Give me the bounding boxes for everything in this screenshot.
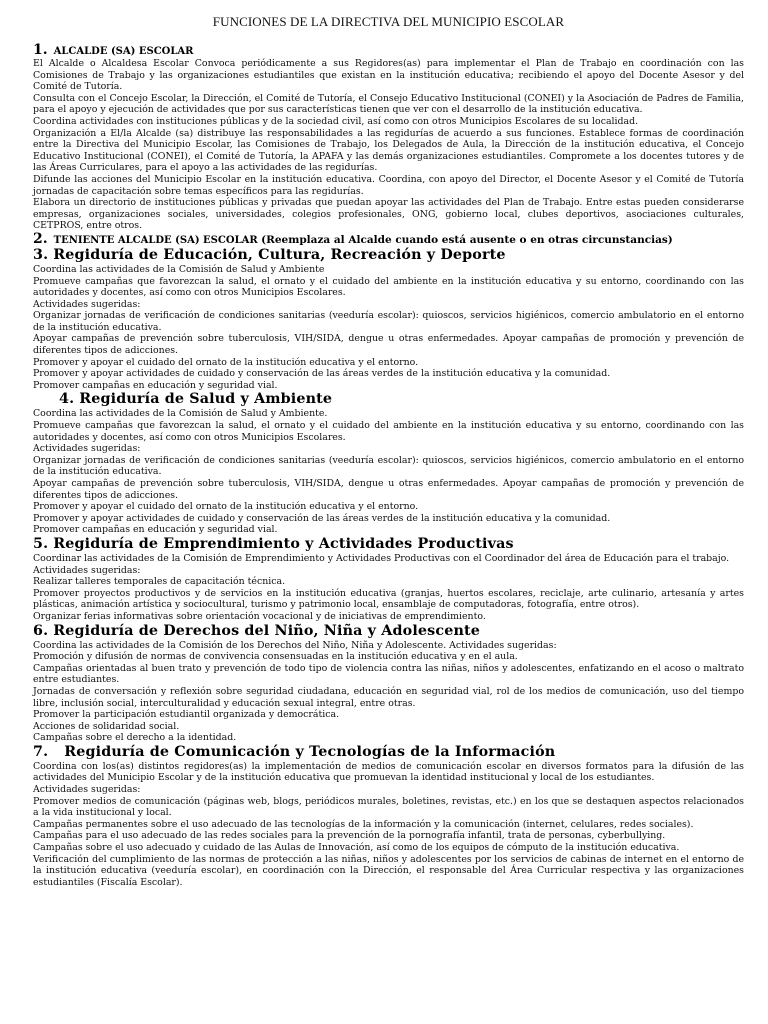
paragraph: Difunde las acciones del Municipio Escolar en la institución educativa. Coordina, con apoyo del Director, el Docente Asesor y el Comité de Tutoría jornadas de capacitación sobre temas específicos para las regidurías. [33, 173, 744, 197]
section-heading [33, 623, 744, 640]
paragraph: Coordina con los(as) distintos regidores(as) la implementación de medios de comunicación escolar en diversos formatos para la difusión de las actividades del Municipio Escolar y de la institución educativa que promuevan la identidad institucional y local de los estudiantes. [33, 760, 744, 784]
section-heading [33, 391, 744, 408]
paragraph: Promover y apoyar actividades de cuidado y conservación de las áreas verdes de la institución educativa y la comunidad. [33, 368, 611, 380]
paragraph: Actividades sugeridas: [33, 784, 141, 796]
paragraph: Actividades sugeridas: [33, 298, 141, 310]
section-title: Regiduría de Derechos del Niño, Niña y Adolescente [53, 622, 480, 639]
section-heading [33, 744, 744, 761]
paragraph: Jornadas de conversación y reflexión sobre seguridad ciudadana, educación en seguridad vial, rol de los medios de comunicación, uso del tiempo libre, inclusión social, interculturalidad y educación sexual integral, entre otras. [33, 685, 744, 709]
paragraph: Organizar ferias informativas sobre orientación vocacional y de iniciativas de emprendimiento. [33, 610, 486, 622]
paragraph: Promover campañas en educación y seguridad vial. [33, 524, 278, 536]
section-number: 7. [33, 743, 49, 760]
paragraph: Promueve campañas que favorezcan la salud, el ornato y el cuidado del ambiente en la institución educativa y su entorno, coordinando con las autoridades y docentes, así como con otros Municipios Escolares. [33, 275, 744, 299]
section-regiduria-comunicacion [33, 744, 744, 889]
paragraph: Campañas permanentes sobre el uso adecuado de las tecnologías de la información y la comunicación (internet, celulares, redes sociales). [33, 818, 694, 830]
paragraph: Apoyar campañas de prevención sobre tuberculosis, VIH/SIDA, dengue u otras enfermedades. Apoyar campañas de promoción y prevención de diferentes tipos de adicciones. [33, 478, 744, 501]
paragraph: Campañas orientadas al buen trato y prevención de todo tipo de violencia contra las niñas, niños y adolescentes, enfatizando en el acoso o maltrato entre estudiantes. [33, 662, 744, 686]
section-number: 6. [33, 622, 49, 639]
paragraph: Promueve campañas que favorezcan la salud, el ornato y el cuidado del ambiente en la institución educativa y su entorno, coordinando con las autoridades y docentes, así como con otros Municipios Escolares. [33, 420, 744, 443]
paragraph: Coordina las actividades de la Comisión de Salud y Ambiente. [33, 408, 328, 420]
paragraph: Realizar talleres temporales de capacitación técnica. [33, 576, 286, 588]
section-number: 4. [59, 391, 75, 408]
paragraph: Coordinar las actividades de la Comisión de Emprendimiento y Actividades Productivas con el Coordinador del área de Educación para el trabajo. [33, 552, 730, 564]
section-title: Regiduría de Emprendimiento y Actividades Productivas [53, 535, 514, 552]
paragraph: Coordina actividades con instituciones públicas y de la sociedad civil, así como con otros Municipios Escolares de su localidad. [33, 115, 639, 127]
section-title: ALCALDE (SA) ESCOLAR [53, 46, 194, 57]
paragraph: Campañas sobre el uso adecuado y cuidado de las Aulas de Innovación, así como de los equipos de cómputo de la institución educativa. [33, 842, 680, 854]
paragraph: Promover campañas en educación y seguridad vial. [33, 379, 278, 391]
section-number: 3. [33, 246, 49, 263]
section-regiduria-derechos [33, 623, 744, 744]
paragraph: Verificación del cumplimiento de las normas de protección a las niñas, niños y adolescentes por los servicios de cabinas de internet en el entorno de la institución educativa (veeduría escolar), en coordinación con la Dirección, el responsable del Área Curricular respectiva y las organizaciones estudiantiles (Fiscalía Escolar). [33, 853, 744, 888]
paragraph: Promover la participación estudiantil organizada y democrática. [33, 709, 340, 721]
section-heading [33, 536, 744, 553]
section-number: 5. [33, 535, 49, 552]
section-title: Regiduría de Educación, Cultura, Recreación y Deporte [53, 246, 506, 263]
section-title: TENIENTE ALCALDE (SA) ESCOLAR [53, 234, 258, 246]
section-heading [33, 247, 744, 264]
section-number: 2. [33, 230, 48, 247]
section-heading [33, 44, 744, 58]
section-number: 1. [33, 42, 48, 58]
paragraph: Coordina las actividades de la Comisión de Salud y Ambiente [33, 263, 325, 275]
paragraph: Elabora un directorio de instituciones públicas y privadas que puedan apoyar las actividades del Plan de Trabajo. Entre estas pueden considerarse empresas, organizaciones sociales, universidades, colegios profesionales, ONG, gobierno local, clubes deportivos, asociaciones culturales, CETPROS, entre otros. [33, 197, 744, 232]
section-title: Regiduría de Comunicación y Tecnologías de la Información [64, 743, 556, 760]
paragraph: Organizar jornadas de verificación de condiciones sanitarias (veeduría escolar): quioscos, servicios higiénicos, comercio ambulatorio en el entorno de la institución educativa. [33, 310, 744, 333]
paragraph: Campañas para el uso adecuado de las redes sociales para la prevención de la pornografía infantil, trata de personas, cyberbullying. [33, 830, 666, 842]
section-alcalde [33, 44, 744, 232]
paragraph: Campañas sobre el derecho a la identidad. [33, 732, 237, 744]
paragraph: Actividades sugeridas: [33, 564, 141, 576]
paragraph: Promoción y difusión de normas de convivencia consensuadas en la institución educativa y en el aula. [33, 651, 518, 663]
paragraph: Consulta con el Concejo Escolar, la Dirección, el Comité de Tutoría, el Consejo Educativo Institucional (CONEI) y la Asociación de Padres de Familia, para el apoyo y ejecución de actividades que por sus características tienen que ver con el desarrollo de la institución educativa. [33, 92, 744, 116]
paragraph: Promover y apoyar el cuidado del ornato de la institución educativa y el entorno. [33, 501, 419, 513]
section-teniente-alcalde [33, 230, 744, 247]
paragraph: Actividades sugeridas: [33, 443, 141, 455]
section-title: Regiduría de Salud y Ambiente [79, 391, 333, 408]
section-note: (Reemplaza al Alcalde cuando está ausente o en otras circunstancias) [261, 233, 673, 246]
paragraph: Coordina las actividades de la Comisión de los Derechos del Niño, Niña y Adolescente. Actividades sugeridas: [33, 639, 557, 651]
paragraph: Promover y apoyar actividades de cuidado y conservación de las áreas verdes de la institución educativa y la comunidad. [33, 512, 611, 524]
paragraph: El Alcalde o Alcaldesa Escolar Convoca periódicamente a sus Regidores(as) para implementar el Plan de Trabajo en coordinación con las Comisiones de Trabajo y las organizaciones estudiantiles que existan en la institución educativa; recibiendo el apoyo del Docente Asesor y del Comité de Tutoría. [33, 58, 744, 93]
paragraph: Organizar jornadas de verificación de condiciones sanitarias (veeduría escolar): quioscos, servicios higiénicos, comercio ambulatorio en el entorno de la institución educativa. [33, 454, 744, 478]
paragraph: Organización a El/la Alcalde (sa) distribuye las responsabilidades a las regidurías de acuerdo a sus funciones. Establece formas de coordinación entre la Directiva del Municipio Escolar, las Comisiones de Trabajo, los Delegados de Aula, la Dirección de la institución educativa, el Concejo Educativo Institucional (CONEI), el Comité de Tutoría, la APAFA y las demás organizaciones estudiantiles. Compromete a los docentes tutores y de las Áreas Curriculares, para el apoyo a las actividades de las regidurías. [33, 127, 744, 174]
section-regiduria-salud [33, 391, 744, 536]
paragraph: Promover medios de comunicación (páginas web, blogs, periódicos murales, boletines, revistas, etc.) en los que se destaquen aspectos relacionados a la vida institucional y local. [33, 795, 744, 819]
document-title: FUNCIONES DE LA DIRECTIVA DEL MUNICIPIO ESCOLAR [212, 14, 565, 29]
paragraph: Promover proyectos productivos y de servicios en la institución educativa (granjas, huertos escolares, reciclaje, arte culinario, artesanía y artes plásticas, animación artística y sociocultural, turismo y patrimonio local, ensamblaje de computadoras, fotografía, entre otros). [33, 587, 744, 611]
section-regiduria-emprendimiento [33, 536, 744, 623]
paragraph: Acciones de solidaridad social. [33, 720, 180, 732]
section-regiduria-educacion [33, 247, 744, 392]
section-heading [33, 230, 744, 247]
paragraph: Apoyar campañas de prevención sobre tuberculosis, VIH/SIDA, dengue u otras enfermedades. Apoyar campañas de promoción y prevención de diferentes tipos de adicciones. [33, 333, 744, 357]
paragraph: Promover y apoyar el cuidado del ornato de la institución educativa y el entorno. [33, 356, 419, 368]
